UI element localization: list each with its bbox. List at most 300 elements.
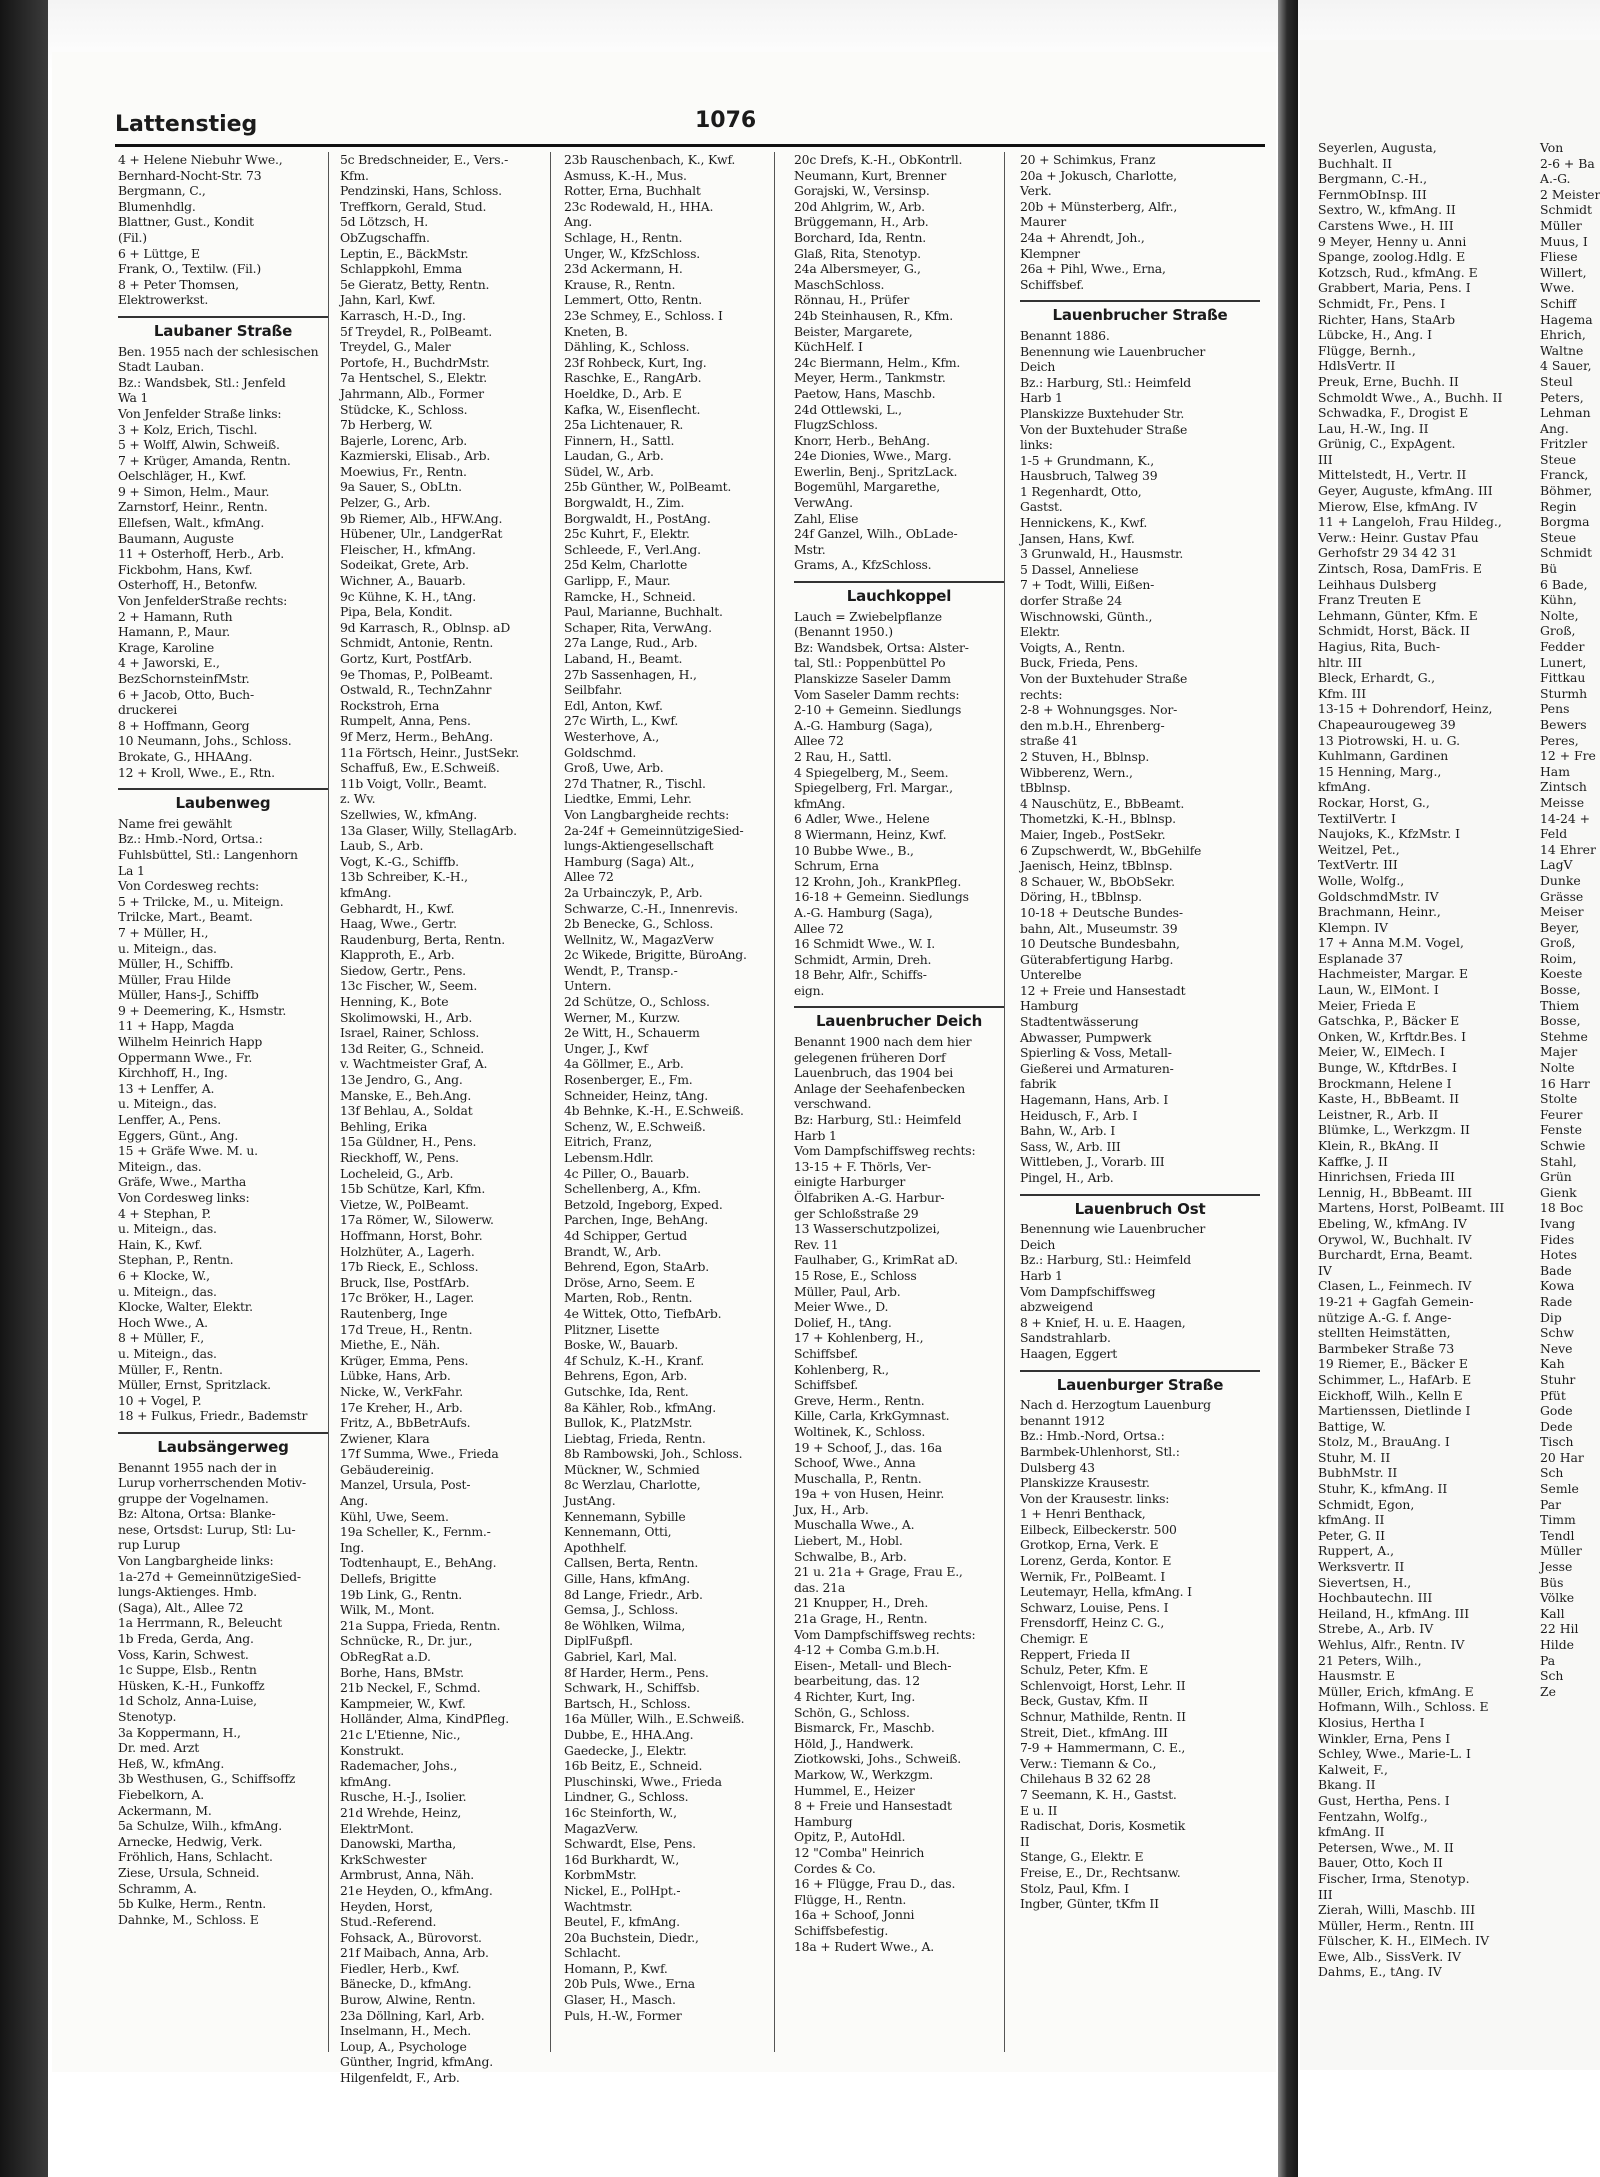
- directory-entry: 20d Ahlgrim, W., Arb.: [794, 198, 925, 214]
- directory-entry: 2 Rau, H., Sattl.: [794, 748, 892, 764]
- directory-entry: Bz.: Harburg, Stl.: Heimfeld: [1020, 1252, 1191, 1268]
- directory-entry: 9f Merz, Herm., BehAng.: [340, 728, 493, 744]
- directory-entry: Fritz, A., BbBetrAufs.: [340, 1415, 471, 1431]
- directory-entry: Rev. 11: [794, 1236, 839, 1252]
- directory-entry: Laband, H., Beamt.: [564, 651, 683, 666]
- directory-entry: Beyer,: [1540, 919, 1580, 935]
- directory-entry: Güterabfertigung Harbg.: [1020, 951, 1174, 967]
- directory-entry: 11 + Happ, Magda: [118, 1018, 235, 1034]
- directory-entry: 8 Schauer, W., BbObSekr.: [1020, 873, 1175, 889]
- directory-entry: Pa: [1540, 1652, 1556, 1668]
- directory-entry: Tisch: [1540, 1434, 1574, 1450]
- directory-entry: Hamann, P., Maur.: [118, 624, 230, 640]
- directory-entry: 18 Boc: [1540, 1200, 1584, 1216]
- directory-entry: Spierling & Voss, Metall-: [1020, 1045, 1172, 1061]
- directory-entry: Eisen-, Metall- und Blech-: [794, 1657, 952, 1673]
- directory-entry: Kirchhoff, H., Ing.: [118, 1065, 228, 1081]
- directory-entry: Schwadka, F., Drogist E: [1318, 405, 1469, 421]
- directory-entry: Von der Buxtehuder Straße: [1020, 671, 1188, 686]
- directory-entry: 8a Kähler, Rob., kfmAng.: [564, 1399, 716, 1415]
- directory-entry: Meyer, Herm., Tankmstr.: [794, 370, 946, 386]
- directory-entry: Ramcke, H., Schneid.: [564, 588, 696, 604]
- directory-entry: 8d Lange, Friedr., Arb.: [564, 1586, 703, 1602]
- directory-entry: Klapproth, E., Arb.: [340, 947, 455, 963]
- directory-entry: Schaper, Rita, VerwAng.: [564, 619, 712, 635]
- directory-entry: Von der Buxtehuder Straße: [1020, 421, 1188, 437]
- directory-entry: Muschalla, P., Rentn.: [794, 1470, 922, 1486]
- directory-entry: Hinrichsen, Frieda III: [1318, 1169, 1455, 1185]
- directory-entry: Geyer, Auguste, kfmAng. III: [1318, 483, 1493, 499]
- directory-entry: Dellefs, Brigitte: [340, 1571, 437, 1587]
- street-heading: Lauchkoppel: [794, 581, 1004, 605]
- directory-entry: 8 + Hoffmann, Georg: [118, 717, 250, 733]
- directory-entry: Baumann, Auguste: [118, 530, 234, 546]
- directory-entry: Siedow, Gertr., Pens.: [340, 962, 466, 978]
- directory-entry: Hilgenfeldt, F., Arb.: [340, 2070, 460, 2086]
- directory-entry: 13d Reiter, G., Schneid.: [340, 1040, 485, 1056]
- directory-entry: Mittelstedt, H., Vertr. II: [1318, 467, 1467, 483]
- directory-entry: Gießerei und Armaturen-: [1020, 1060, 1174, 1076]
- directory-entry: 21 Peters, Wilh.,: [1318, 1652, 1422, 1668]
- directory-entry: Planskizze Saseler Damm: [794, 671, 951, 686]
- directory-entry: Schiffsbefestig.: [794, 1922, 889, 1938]
- directory-entry: Brandt, W., Arb.: [564, 1243, 662, 1259]
- directory-entry: Schnücke, R., Dr. jur.,: [340, 1633, 473, 1649]
- directory-entry: Stahl,: [1540, 1153, 1577, 1169]
- directory-entry: Seyerlen, Augusta,: [1318, 140, 1437, 155]
- directory-entry: 20c Drefs, K.-H., ObKontrll.: [794, 152, 963, 167]
- directory-entry: Beister, Margarete,: [794, 323, 913, 339]
- directory-entry: Deich: [1020, 359, 1056, 375]
- directory-entry: Maurer: [1020, 214, 1067, 230]
- directory-entry: Wa 1: [118, 390, 149, 406]
- directory-entry: Cordes & Co.: [794, 1860, 876, 1876]
- directory-entry: Nolte,: [1540, 607, 1579, 623]
- directory-entry: 8 + Peter Thomsen,: [118, 276, 239, 292]
- directory-entry: Fleischer, H., kfmAng.: [340, 541, 476, 557]
- directory-entry: Schiffsbef.: [794, 1345, 859, 1361]
- directory-entry: 13-15 + Dohrendorf, Heinz,: [1318, 701, 1493, 717]
- directory-entry: Eilbeck, Eilbeckerstr. 500: [1020, 1521, 1177, 1537]
- directory-entry: Miethe, E., Näh.: [340, 1337, 440, 1353]
- directory-entry: Bunge, W., KftdrBes. I: [1318, 1060, 1457, 1076]
- directory-entry: Grünig, C., ExpAgent.: [1318, 436, 1456, 452]
- directory-entry: Benannt 1886.: [1020, 327, 1110, 343]
- directory-entry: Borgwaldt, H., PostAng.: [564, 510, 711, 526]
- directory-entry: 13-15 + F. Thörls, Ver-: [794, 1158, 932, 1174]
- directory-entry: Ebeling, W., kfmAng. IV: [1318, 1215, 1467, 1231]
- directory-entry: Von Langbargheide links:: [118, 1553, 274, 1569]
- directory-entry: Lehman: [1540, 405, 1591, 421]
- directory-entry: Callsen, Berta, Rentn.: [564, 1555, 699, 1571]
- directory-entry: 13e Jendro, G., Ang.: [340, 1072, 463, 1088]
- directory-entry: MagazVerw.: [564, 1820, 639, 1836]
- directory-entry: Spiegelberg, Frl. Margar.,: [794, 780, 953, 796]
- directory-entry: Schrum, Erna: [794, 858, 879, 874]
- directory-entry: Raschke, E., RangArb.: [564, 370, 702, 386]
- directory-entry: Kfm. III: [1318, 685, 1367, 701]
- directory-entry: 13 + Lenffer, A.: [118, 1080, 215, 1096]
- directory-entry: Zintsch, Rosa, DamFris. E: [1318, 561, 1482, 577]
- directory-entry: Hagema: [1540, 311, 1593, 327]
- directory-entry: Blumenhdlg.: [118, 198, 196, 214]
- directory-entry: Gastst.: [1020, 499, 1063, 515]
- directory-entry: Jahrmann, Alb., Former: [340, 385, 484, 401]
- directory-entry: Waltne: [1540, 342, 1584, 358]
- directory-entry: Dolief, H., tAng.: [794, 1314, 892, 1330]
- directory-entry: Bz.: Harburg, Stl.: Heimfeld: [1020, 374, 1191, 390]
- directory-entry: Stuhr: [1540, 1371, 1576, 1387]
- directory-entry: Schwark, H., Schiffsb.: [564, 1680, 700, 1696]
- directory-entry: straße 41: [1020, 733, 1079, 749]
- directory-entry: 8b Rambowski, Joh., Schloss.: [564, 1446, 743, 1462]
- directory-entry: Schlacht.: [564, 1945, 621, 1961]
- directory-entry: Bartsch, H., Schloss.: [564, 1695, 691, 1711]
- directory-entry: Stolz, M., BrauAng. I: [1318, 1434, 1450, 1450]
- directory-entry: Meisse: [1540, 794, 1585, 810]
- directory-entry: 6 + Jacob, Otto, Buch-: [118, 686, 254, 702]
- directory-entry: Müller, Ernst, Spritzlack.: [118, 1377, 271, 1393]
- directory-entry: Kafka, W., Eisenflecht.: [564, 401, 701, 417]
- directory-entry: 20b + Münsterberg, Alfr.,: [1020, 198, 1178, 214]
- directory-entry: Paetow, Hans, Maschb.: [794, 385, 936, 401]
- directory-entry: Harb 1: [1020, 390, 1063, 406]
- directory-entry: 2-10 + Gemeinn. Siedlungs: [794, 702, 962, 718]
- directory-entry: Wichner, A., Bauarb.: [340, 573, 466, 589]
- directory-entry: Hochbautechn. III: [1318, 1590, 1433, 1606]
- directory-entry: u. Miteign., das.: [118, 1096, 217, 1112]
- directory-entry: 8 Wiermann, Heinz, Kwf.: [794, 826, 947, 842]
- directory-entry: Ölfabriken A.-G. Harbur-: [794, 1190, 945, 1205]
- directory-entry: Schellenberg, A., Kfm.: [564, 1181, 701, 1197]
- directory-entry: Gortz, Kurt, PostfArb.: [340, 651, 472, 666]
- directory-entry: Schiff: [1540, 295, 1577, 311]
- directory-entry: z. Wv.: [340, 791, 376, 807]
- directory-entry: 7 Seemann, K. H., Gastst.: [1020, 1786, 1177, 1802]
- directory-entry: 21a Grage, H., Rentn.: [794, 1611, 928, 1627]
- directory-entry: Stuhr, M. II: [1318, 1449, 1391, 1465]
- directory-entry: Heß, W., kfmAng.: [118, 1755, 225, 1771]
- directory-entry: 4 + Helene Niebuhr Wwe.,: [118, 152, 283, 167]
- directory-entry: Treffkorn, Gerald, Stud.: [340, 198, 487, 214]
- directory-entry: 2-8 + Wohnungsges. Nor-: [1020, 702, 1178, 718]
- directory-entry: 1 Regenhardt, Otto,: [1020, 483, 1142, 499]
- directory-entry: Weitzel, Pet.,: [1318, 841, 1400, 857]
- directory-entry: Meier Wwe., D.: [794, 1299, 889, 1315]
- directory-entry: 7 + Müller, H.,: [118, 924, 209, 940]
- directory-entry: Schmidt: [1540, 545, 1593, 561]
- directory-entry: Verw.: Tiemann & Co.,: [1020, 1755, 1157, 1771]
- directory-entry: 24f Ganzel, Wilh., ObLade-: [794, 526, 958, 542]
- directory-entry: Pfüt: [1540, 1387, 1566, 1403]
- directory-entry: kfmAng.: [794, 795, 846, 811]
- directory-entry: Harb 1: [794, 1127, 837, 1143]
- directory-entry: Unger, J., Kwf: [564, 1040, 648, 1056]
- directory-entry: Vietze, W., PolBeamt.: [340, 1196, 469, 1212]
- directory-entry: 9c Kühne, K. H., tAng.: [340, 588, 477, 604]
- directory-entry: Steul: [1540, 373, 1573, 389]
- directory-entry: II: [1020, 1833, 1030, 1849]
- directory-entry: Schiffsbef.: [1020, 276, 1085, 292]
- page-number: 1076: [695, 108, 757, 133]
- directory-entry: 23b Rauschenbach, K., Kwf.: [564, 152, 736, 167]
- directory-entry: Werner, M., Kurzw.: [564, 1009, 681, 1025]
- directory-entry: gruppe der Vogelnamen.: [118, 1490, 269, 1506]
- directory-entry: Buck, Frieda, Pens.: [1020, 655, 1139, 671]
- directory-entry: Skolimowski, H., Arb.: [340, 1009, 473, 1025]
- directory-entry: Fentzahn, Wolfg.,: [1318, 1808, 1428, 1824]
- directory-entry: Nach d. Herzogtum Lauenburg: [1020, 1397, 1211, 1413]
- directory-entry: Franck,: [1540, 467, 1589, 483]
- directory-entry: Buchhalt. II: [1318, 155, 1392, 171]
- directory-entry: Vom Dampfschiffsweg rechts:: [794, 1143, 976, 1159]
- directory-entry: III: [1318, 1886, 1333, 1902]
- directory-entry: 21 Knupper, H., Dreh.: [794, 1595, 929, 1611]
- directory-entry: Inselmann, H., Mech.: [340, 2023, 472, 2039]
- directory-entry: 15 Rose, E., Schloss: [794, 1267, 917, 1283]
- directory-entry: Sturmh: [1540, 685, 1588, 701]
- directory-entry: Bosse,: [1540, 1013, 1581, 1029]
- directory-entry: 10 + Vogel, P.: [118, 1392, 202, 1408]
- directory-entry: 27a Lange, Rud., Arb.: [564, 635, 698, 651]
- directory-entry: Wolle, Wolfg.,: [1318, 872, 1405, 888]
- directory-entry: 19 Riemer, E., Bäcker E: [1318, 1356, 1468, 1372]
- directory-entry: Rotter, Erna, Buchhalt: [564, 183, 701, 199]
- directory-entry: 16a Müller, Wilh., E.Schweiß.: [564, 1711, 745, 1727]
- directory-entry: Hofmann, Wilh., Schloss. E: [1318, 1699, 1489, 1715]
- directory-entry: Schramm, A.: [118, 1880, 197, 1896]
- directory-entry: Schmidt, Egon,: [1318, 1496, 1415, 1512]
- directory-entry: Woltinek, K., Schloss.: [794, 1423, 926, 1439]
- directory-entry: GoldschmdMstr. IV: [1318, 888, 1439, 904]
- directory-entry: Beutel, F., kfmAng.: [564, 1914, 680, 1930]
- directory-entry: fabrik: [1020, 1076, 1057, 1092]
- directory-entry: Dahnke, M., Schloss. E: [118, 1911, 259, 1927]
- directory-entry: Von der Krausestr. links:: [1020, 1490, 1170, 1506]
- directory-entry: 24e Dionies, Wwe., Marg.: [794, 448, 952, 464]
- directory-entry: Ben. 1955 nach der schlesischen: [118, 343, 319, 359]
- directory-entry: Allee 72: [794, 920, 844, 936]
- directory-entry: (Saga), Alt., Allee 72: [118, 1599, 244, 1615]
- directory-entry: Pipa, Bela, Kondit.: [340, 604, 453, 620]
- directory-entry: Hamburg (Saga) Alt.,: [564, 853, 695, 869]
- directory-entry: Onken, W., Krftdr.Bes. I: [1318, 1028, 1466, 1044]
- directory-entry: Miteign., das.: [118, 1158, 202, 1174]
- directory-entry: TextilVertr. I: [1318, 810, 1396, 826]
- directory-entry: 13b Schreiber, K.-H.,: [340, 869, 468, 885]
- directory-entry: Voigts, A., Rentn.: [1020, 639, 1126, 655]
- directory-entry: Schlenvoigt, Horst, Lehr. II: [1020, 1677, 1186, 1693]
- directory-entry: 16 Schmidt Wwe., W. I.: [794, 936, 936, 952]
- directory-entry: Hoeldke, D., Arb. E: [564, 385, 682, 401]
- directory-entry: Par: [1540, 1496, 1562, 1512]
- directory-entry: Gatschka, P., Bäcker E: [1318, 1013, 1460, 1029]
- directory-entry: Laun, W., ElMont. I: [1318, 982, 1439, 998]
- directory-entry: Schlage, H., Rentn.: [564, 229, 683, 245]
- directory-entry: 1a Herrmann, R., Beleucht: [118, 1615, 282, 1631]
- directory-entry: Grässe: [1540, 888, 1584, 904]
- directory-entry: Behrens, Egon, Arb.: [564, 1368, 688, 1384]
- directory-entry: Schiffsbef.: [794, 1377, 859, 1393]
- directory-entry: Rautenberg, Inge: [340, 1305, 448, 1321]
- directory-entry: Ziotkowski, Johs., Schweiß.: [794, 1751, 961, 1767]
- directory-entry: 11a Förtsch, Heinr., JustSekr.: [340, 744, 520, 760]
- next-page-column-1: [1318, 140, 1518, 1980]
- directory-entry: Müller, Frau Hilde: [118, 971, 231, 987]
- directory-entry: Fohsack, A., Bürovorst.: [340, 1929, 482, 1945]
- directory-entry: Döring, H., tBblnsp.: [1020, 889, 1142, 905]
- directory-entry: Groß,: [1540, 623, 1576, 639]
- directory-entry: Petersen, Wwe., M. II: [1318, 1839, 1454, 1855]
- directory-entry: 6 + Lüttge, E: [118, 245, 200, 261]
- directory-entry: Dr. med. Arzt: [118, 1740, 200, 1756]
- directory-entry: 11 + Langeloh, Frau Hildeg.,: [1318, 514, 1502, 530]
- directory-entry: Fliese: [1540, 249, 1578, 265]
- directory-entry: A.-G.: [1540, 171, 1571, 187]
- directory-entry: Schmidt, Fr., Pens. I: [1318, 295, 1446, 311]
- directory-entry: Dip: [1540, 1309, 1562, 1325]
- directory-entry: Gille, Hans, kfmAng.: [564, 1571, 691, 1587]
- directory-entry: kfmAng. II: [1318, 1824, 1385, 1840]
- directory-entry: Allee 72: [564, 869, 614, 885]
- directory-entry: Haag, Wwe., Gertr.: [340, 916, 457, 932]
- directory-entry: Gabriel, Karl, Mal.: [564, 1649, 677, 1664]
- street-heading: Laubsängerweg: [118, 1432, 328, 1456]
- directory-entry: Planskizze Krausestr.: [1020, 1475, 1150, 1491]
- directory-entry: 14-24 +: [1540, 810, 1591, 826]
- directory-entry: Hüsken, K.-H., Funkoffz: [118, 1677, 265, 1693]
- directory-entry: Anlage der Seehafenbecken: [794, 1080, 966, 1096]
- directory-entry: Heidusch, F., Arb. I: [1020, 1107, 1138, 1123]
- directory-entry: Knorr, Herb., BehAng.: [794, 432, 930, 448]
- directory-entry: Orywol, W., Buchhalt. IV: [1318, 1231, 1472, 1247]
- directory-entry: Gebäudereinig.: [340, 1461, 435, 1477]
- directory-entry: Pingel, H., Arb.: [1020, 1170, 1114, 1185]
- next-page-column-2: [1540, 140, 1600, 1699]
- directory-entry: HdlsVertr. II: [1318, 358, 1396, 374]
- directory-entry: 10 Bubbe Wwe., B.,: [794, 842, 914, 858]
- directory-entry: Beck, Gustav, Kfm. II: [1020, 1693, 1148, 1709]
- directory-entry: Schmidt, Horst, Bäck. II: [1318, 623, 1470, 639]
- directory-entry: Westerhove, A.,: [564, 728, 660, 744]
- directory-entry: Pluschinski, Wwe., Frieda: [564, 1773, 722, 1789]
- directory-entry: tBblnsp.: [1020, 780, 1071, 796]
- directory-entry: Ruppert, A.,: [1318, 1543, 1395, 1559]
- directory-entry: Lauch = Zwiebelpflanze: [794, 608, 942, 624]
- directory-entry: Gutschke, Ida, Rent.: [564, 1383, 689, 1399]
- directory-entry: Feurer: [1540, 1106, 1583, 1122]
- street-heading: Laubaner Straße: [118, 316, 328, 340]
- directory-entry: 12 + Kroll, Wwe., E., Rtn.: [118, 764, 275, 780]
- directory-entry: Werksvertr. II: [1318, 1559, 1405, 1575]
- directory-entry: Unger, W., KfzSchloss.: [564, 245, 700, 261]
- directory-entry: Pendzinski, Hans, Schloss.: [340, 183, 502, 199]
- directory-entry: 20 + Schimkus, Franz: [1020, 152, 1156, 167]
- directory-entry: Bleck, Erhardt, G.,: [1318, 670, 1436, 686]
- directory-entry: Dede: [1540, 1418, 1573, 1434]
- directory-entry: Peter, G. II: [1318, 1527, 1385, 1543]
- directory-entry: 19a Scheller, K., Fernm.-: [340, 1524, 491, 1540]
- directory-entry: Müller, F., Rentn.: [118, 1361, 223, 1377]
- directory-entry: Burchardt, Erna, Beamt.: [1318, 1247, 1473, 1263]
- directory-entry: Bismarck, Fr., Maschb.: [794, 1720, 935, 1736]
- directory-entry: Schwie: [1540, 1138, 1586, 1153]
- directory-entry: Stolz, Paul, Kfm. I: [1020, 1880, 1129, 1896]
- directory-entry: v. Wachtmeister Graf, A.: [340, 1056, 488, 1072]
- directory-entry: Bkang. II: [1318, 1777, 1376, 1793]
- directory-entry: ObRegRat a.D.: [340, 1649, 431, 1664]
- directory-entry: Höld, J., Handwerk.: [794, 1735, 914, 1751]
- directory-entry: 21 u. 21a + Grage, Frau E.,: [794, 1564, 963, 1580]
- directory-entry: 12 + Fre: [1540, 748, 1596, 764]
- directory-entry: stellten Heimstätten,: [1318, 1325, 1451, 1341]
- directory-entry: 1b Freda, Gerda, Ang.: [118, 1631, 254, 1647]
- directory-entry: 2 Meister: [1540, 186, 1600, 202]
- directory-entry: 15b Schütze, Karl, Kfm.: [340, 1181, 486, 1197]
- directory-entry: kfmAng.: [340, 1773, 392, 1789]
- directory-entry: Opitz, P., AutoHdl.: [794, 1829, 906, 1845]
- directory-entry: 1 + Henri Benthack,: [1020, 1506, 1146, 1522]
- directory-entry: Schley, Wwe., Marie-L. I: [1318, 1746, 1471, 1762]
- directory-entry: Lau, H.-W., Ing. II: [1318, 420, 1429, 436]
- directory-entry: Nickel, E., PolHpt.-: [564, 1882, 681, 1898]
- directory-entry: Richter, Hans, StaArb: [1318, 311, 1456, 327]
- directory-entry: Elektr.: [1020, 624, 1060, 640]
- directory-entry: 27c Wirth, L., Kwf.: [564, 713, 679, 729]
- directory-entry: Schmidt, Antonie, Rentn.: [340, 635, 494, 651]
- directory-entry: Sch: [1540, 1465, 1564, 1481]
- directory-entry: 13 Piotrowski, H. u. G.: [1318, 732, 1461, 748]
- directory-entry: Nolte: [1540, 1060, 1575, 1076]
- directory-entry: Borgwaldt, H., Zim.: [564, 495, 685, 511]
- directory-entry: Südel, W., Arb.: [564, 463, 654, 479]
- directory-entry: 9 + Deemering, K., Hsmstr.: [118, 1002, 287, 1018]
- directory-entry: 16d Burkhardt, W.,: [564, 1851, 680, 1867]
- directory-entry: Heyden, Horst,: [340, 1898, 433, 1914]
- directory-column-2: [336, 152, 551, 2086]
- directory-entry: 9 Meyer, Henny u. Anni: [1318, 233, 1467, 249]
- directory-entry: 5c Bredschneider, E., Vers.-: [340, 152, 509, 167]
- directory-entry: 6 Zupschwerdt, W., BbGehilfe: [1020, 842, 1202, 858]
- directory-entry: rechts:: [1020, 686, 1063, 702]
- directory-entry: Karrasch, H.-D., Ing.: [340, 307, 466, 323]
- directory-entry: 2d Schütze, O., Schloss.: [564, 994, 710, 1010]
- directory-entry: KüchHelf. I: [794, 339, 863, 355]
- directory-entry: verschwand.: [794, 1096, 872, 1112]
- directory-entry: Tendl: [1540, 1527, 1575, 1543]
- directory-entry: Lurup vorherrschenden Motiv-: [118, 1475, 306, 1491]
- directory-entry: FlugzSchloss.: [794, 417, 878, 433]
- directory-entry: 3 Grunwald, H., Hausmstr.: [1020, 546, 1184, 562]
- directory-entry: Kowa: [1540, 1278, 1575, 1294]
- directory-entry: Wilhelm Heinrich Happ: [118, 1034, 263, 1050]
- directory-entry: Bz.: Hmb.-Nord, Ortsa.:: [118, 831, 263, 847]
- directory-entry: Schmidt: [1540, 202, 1593, 218]
- directory-entry: Hamburg: [794, 1813, 853, 1829]
- directory-entry: Von Cordesweg links:: [118, 1190, 250, 1205]
- directory-entry: Grün: [1540, 1169, 1572, 1185]
- directory-entry: Zwiener, Klara: [340, 1430, 430, 1446]
- directory-entry: Vom Dampfschiffsweg rechts:: [794, 1626, 976, 1642]
- directory-entry: Gerhofstr 29 34 42 31: [1318, 545, 1458, 561]
- directory-entry: Ze: [1540, 1683, 1556, 1699]
- directory-entry: Ing.: [340, 1539, 364, 1555]
- directory-entry: 4a Göllmer, E., Arb.: [564, 1056, 684, 1072]
- directory-entry: Vogt, K.-G., Schiffb.: [340, 853, 459, 869]
- directory-entry: Thiem: [1540, 997, 1580, 1013]
- directory-entry: Müller, H., Schiffb.: [118, 956, 234, 972]
- directory-entry: Bullok, K., PlatzMstr.: [564, 1415, 693, 1431]
